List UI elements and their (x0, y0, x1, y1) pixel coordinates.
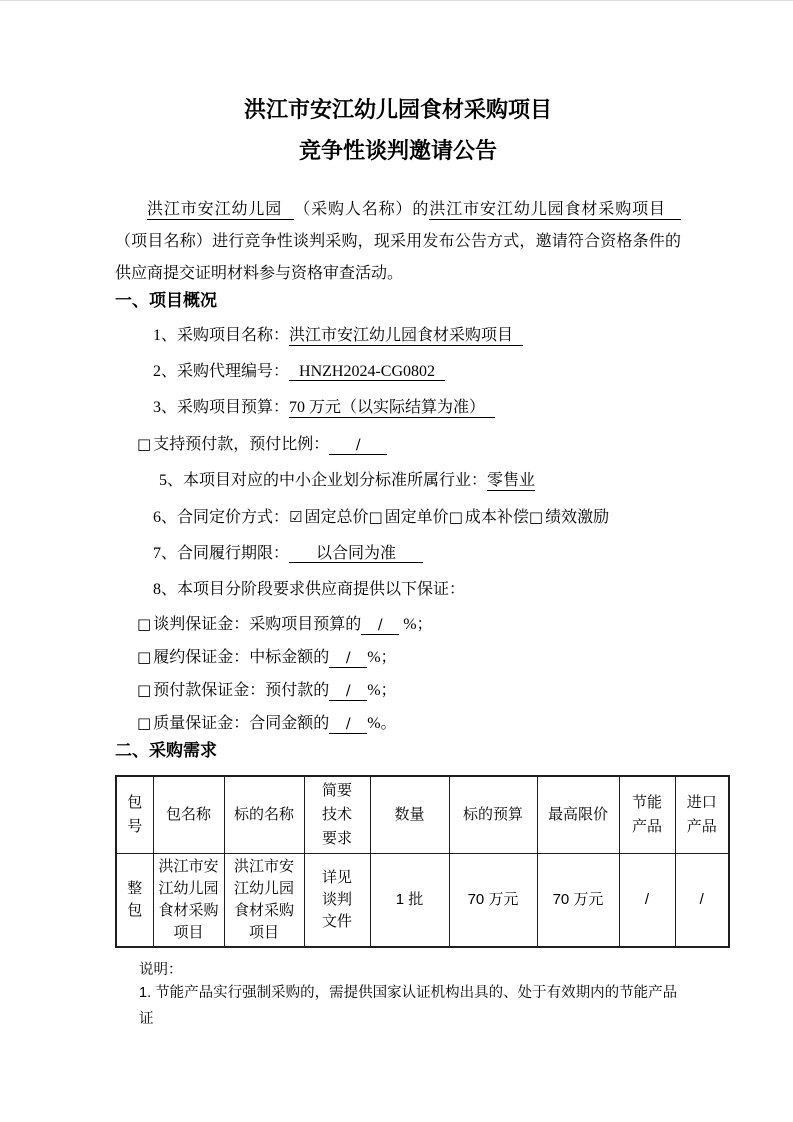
procurement-table (115, 775, 730, 948)
item-guarantees-intro (115, 572, 681, 608)
section2-heading: 二、采购需求 (115, 741, 217, 760)
guarantee-performance-label: 履约保证金：中标金额的 (153, 649, 330, 666)
item-agency-code-value: HNZH2024-CG0802 (289, 363, 445, 381)
table-notes (115, 960, 681, 1032)
col-package-name: 包名称 (153, 776, 224, 854)
col-package-no: 包 号 (116, 776, 153, 854)
checkbox-checked-icon: ☑ (289, 508, 303, 526)
checkbox-unchecked-icon: □ (368, 508, 383, 526)
item-pricing-method-label: 6、合同定价方式： (153, 509, 290, 526)
checkbox-unchecked-icon: □ (137, 681, 152, 699)
checkbox-unchecked-icon: □ (448, 508, 463, 526)
item-contract-term-label: 7、合同履行期限： (153, 545, 290, 562)
guarantee-negotiation-label: 谈判保证金：采购项目预算的 (153, 616, 362, 633)
intro-mid1: （采购人名称）的 (294, 201, 430, 218)
cell-package-no: 整 包 (116, 854, 153, 948)
notes-title: 说明： (139, 962, 183, 978)
checkbox-unchecked-icon: □ (137, 648, 152, 666)
section1-items (115, 318, 681, 740)
note-1: 1. 节能产品实行强制采购的，需提供国家认证机构出具的、处于有效期内的节能产品证 (139, 985, 678, 1027)
item-industry-value: 零售业 (487, 472, 536, 489)
document-content (115, 1, 717, 1032)
item-agency-code (115, 354, 681, 390)
guarantee-prepayment (115, 674, 681, 707)
cell-imported: / (675, 854, 729, 948)
buyer-name-underlined: 洪江市安江幼儿园 (147, 201, 294, 220)
guarantee-prepayment-label: 预付款保证金：预付款的 (153, 682, 330, 699)
guarantee-negotiation-blank: / (361, 617, 399, 635)
item-contract-term (115, 536, 681, 572)
pricing-option-fixed-total: 固定总价 (304, 509, 369, 526)
item-prepayment-blank: / (329, 437, 387, 455)
guarantee-negotiation-suffix: %； (399, 616, 433, 633)
cell-tech-requirements: 详见 谈判 文件 (304, 854, 370, 948)
cell-subject-budget: 70 万元 (449, 854, 537, 948)
item-industry (115, 463, 681, 499)
col-energy-saving: 节能 产品 (619, 776, 675, 854)
table-header-row (116, 776, 729, 854)
checkbox-unchecked-icon: □ (137, 435, 152, 453)
item-contract-term-value: 以合同为准 (289, 545, 423, 563)
checkbox-unchecked-icon: □ (137, 714, 152, 732)
item-prepayment-label: 支持预付款，预付比例： (153, 436, 330, 453)
doc-title-line1: 洪江市安江幼儿园食材采购项目 (243, 97, 552, 122)
intro-paragraph (115, 194, 681, 290)
guarantee-quality (115, 707, 681, 740)
guarantee-quality-blank: / (329, 716, 367, 734)
guarantee-prepayment-suffix: %； (367, 682, 397, 699)
col-subject-budget: 标的预算 (449, 776, 537, 854)
item-prepayment (115, 426, 681, 463)
table-row (116, 854, 729, 948)
col-price-ceiling: 最高限价 (537, 776, 619, 854)
item-project-name (115, 318, 681, 354)
checkbox-unchecked-icon: □ (137, 615, 152, 633)
item-budget-value: 70 万元（以实际结算为准） (289, 399, 495, 418)
doc-title-line2: 竞争性谈判邀请公告 (298, 138, 497, 163)
guarantee-quality-suffix: %。 (367, 715, 397, 732)
project-name-underlined: 洪江市安江幼儿园食材采购项目 (429, 201, 681, 220)
guarantee-quality-label: 质量保证金：合同金额的 (153, 715, 330, 732)
col-tech-requirements: 简要 技术 要求 (304, 776, 370, 854)
item-agency-code-label: 2、采购代理编号： (153, 363, 290, 380)
guarantee-performance-blank: / (329, 650, 367, 668)
pricing-option-fixed-unit: 固定单价 (384, 509, 449, 526)
item-budget (115, 390, 681, 426)
guarantee-prepayment-blank: / (329, 683, 367, 701)
guarantee-performance-suffix: %； (367, 649, 397, 666)
pricing-option-cost-compensation: 成本补偿 (464, 509, 529, 526)
checkbox-unchecked-icon: □ (528, 508, 544, 526)
cell-price-ceiling: 70 万元 (537, 854, 619, 948)
item-pricing-method (115, 499, 681, 536)
section1-heading: 一、项目概况 (115, 291, 217, 310)
cell-quantity: 1 批 (370, 854, 449, 948)
cell-energy-saving: / (619, 854, 675, 948)
item-guarantees-intro-label: 8、本项目分阶段要求供应商提供以下保证： (153, 581, 466, 598)
item-project-name-label: 1、采购项目名称： (153, 327, 290, 344)
col-subject-name: 标的名称 (224, 776, 304, 854)
pricing-option-performance-incentive: 绩效激励 (545, 509, 610, 526)
col-quantity: 数量 (370, 776, 449, 854)
cell-package-name: 洪江市安 江幼儿园 食材采购 项目 (153, 854, 224, 948)
item-budget-label: 3、采购项目预算： (153, 399, 290, 416)
col-imported: 进口 产品 (675, 776, 729, 854)
intro-mid2: （项目名称） (115, 233, 213, 250)
intro-rest: 进行竞争性谈判采购，现采用发布公告方式，邀请符合资格条件的供应商提交证明材料参与资格审查活动。 (115, 233, 681, 282)
guarantee-negotiation (115, 608, 681, 641)
item-project-name-value: 洪江市安江幼儿园食材采购项目 (289, 327, 523, 346)
guarantee-performance (115, 641, 681, 674)
item-industry-label: 5、本项目对应的中小企业划分标准所属行业： (159, 472, 488, 489)
cell-subject-name: 洪江市安 江幼儿园 食材采购 项目 (224, 854, 304, 948)
